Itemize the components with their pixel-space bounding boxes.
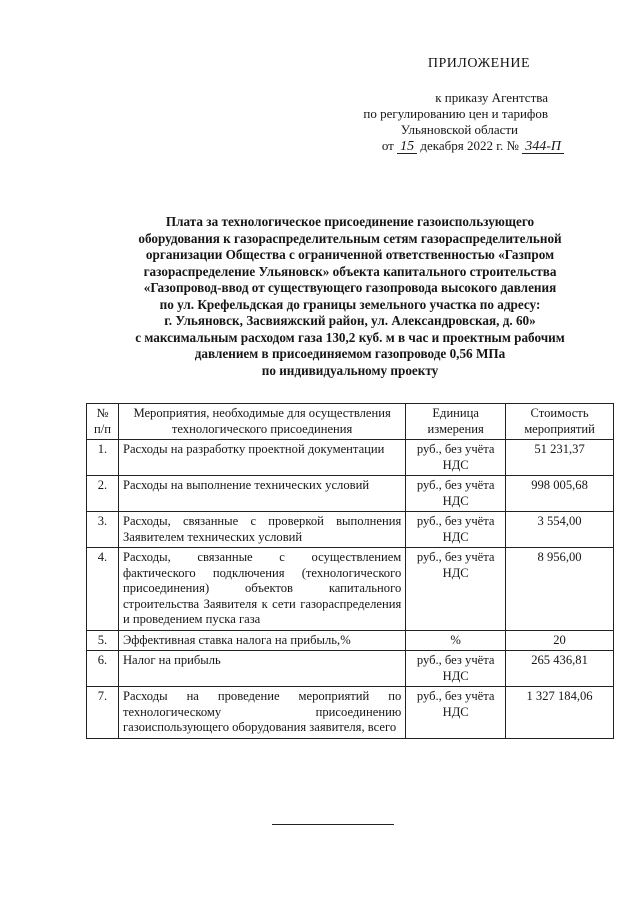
date-prefix: от <box>381 138 394 153</box>
header-unit: Единица измерения <box>406 404 506 440</box>
row-unit: руб., без учёта НДС <box>406 651 506 687</box>
row-unit: руб., без учёта НДС <box>406 476 506 512</box>
heading-line: газораспределение Ульяновск» объекта капитального строительства <box>143 263 557 279</box>
table-row <box>87 440 614 476</box>
row-num: 1. <box>87 440 119 476</box>
row-activity: Расходы на разработку проектной документации <box>118 440 405 476</box>
heading-line: Плата за технологическое присоединение газоиспользующего <box>165 214 535 229</box>
header-num: № п/п <box>87 404 119 440</box>
date-day-handwritten: 15 <box>397 140 417 154</box>
header-activity: Мероприятия, необходимые для осуществления технологического присоединения <box>118 404 405 440</box>
row-cost: 3 554,00 <box>506 512 614 548</box>
heading-line: с максимальным расходом газа 130,2 куб. м в час и проектным рабочим <box>135 329 565 345</box>
row-cost: 998 005,68 <box>506 476 614 512</box>
header-cost: Стоимость мероприятий <box>506 404 614 440</box>
row-activity: Эффективная ставка налога на прибыль,% <box>118 630 405 651</box>
order-number-handwritten: 344-П <box>522 140 564 154</box>
row-cost: 8 956,00 <box>506 548 614 631</box>
row-activity: Налог на прибыль <box>118 651 405 687</box>
heading-line: давлением в присоединяемом газопроводе 0,56 МПа <box>194 346 506 361</box>
row-unit: руб., без учёта НДС <box>406 512 506 548</box>
cost-table <box>86 403 614 739</box>
row-activity: Расходы на проведение мероприятий по технологическому присоединению газоиспользующего оборудования заявителя, всего <box>118 687 405 739</box>
date-middle: декабря 2022 г. № <box>420 138 519 153</box>
appendix-line-region: Ульяновской области <box>400 122 518 137</box>
table-row <box>87 651 614 687</box>
row-unit: % <box>406 630 506 651</box>
table-header-row <box>87 404 614 440</box>
bottom-separator-line <box>272 824 394 825</box>
table-row <box>87 476 614 512</box>
appendix-date-line <box>300 138 600 154</box>
table-row <box>87 687 614 739</box>
row-activity: Расходы, связанные с осуществлением фактического подключения (технологического присоединения) объектов капитального строительства Заявителя к сети газораспределения и проведением пуска газа <box>118 548 405 631</box>
row-num: 7. <box>87 687 119 739</box>
row-cost: 20 <box>506 630 614 651</box>
heading-line: по ул. Крефельдская до границы земельного участка по адресу: <box>159 296 541 312</box>
heading-line: по индивидуальному проекту <box>261 362 439 378</box>
appendix-line-agency: по регулированию цен и тарифов <box>363 106 548 121</box>
heading-line: оборудования к газораспределительным сетям газораспределительной <box>138 230 562 246</box>
row-num: 6. <box>87 651 119 687</box>
heading-line: организации Общества с ограниченной ответственностью «Газпром <box>145 247 555 262</box>
row-activity: Расходы, связанные с проверкой выполнения Заявителем технических условий <box>118 512 405 548</box>
heading-line: г. Ульяновск, Засвияжский район, ул. Александровская, д. 60» <box>164 313 536 328</box>
appendix-block <box>300 56 600 154</box>
appendix-title: ПРИЛОЖЕНИЕ <box>427 56 530 71</box>
table-row <box>87 630 614 651</box>
row-num: 2. <box>87 476 119 512</box>
row-num: 3. <box>87 512 119 548</box>
row-unit: руб., без учёта НДС <box>406 440 506 476</box>
table-row <box>87 548 614 631</box>
row-cost: 51 231,37 <box>506 440 614 476</box>
appendix-line-order: к приказу Агентства <box>435 90 548 105</box>
row-unit: руб., без учёта НДС <box>406 548 506 631</box>
row-num: 5. <box>87 630 119 651</box>
document-heading <box>80 214 620 379</box>
row-cost: 265 436,81 <box>506 651 614 687</box>
row-activity: Расходы на выполнение технических условий <box>118 476 405 512</box>
row-num: 4. <box>87 548 119 631</box>
heading-line: «Газопровод-ввод от существующего газопровода высокого давления <box>143 280 557 295</box>
table-row <box>87 512 614 548</box>
row-cost: 1 327 184,06 <box>506 687 614 739</box>
row-unit: руб., без учёта НДС <box>406 687 506 739</box>
